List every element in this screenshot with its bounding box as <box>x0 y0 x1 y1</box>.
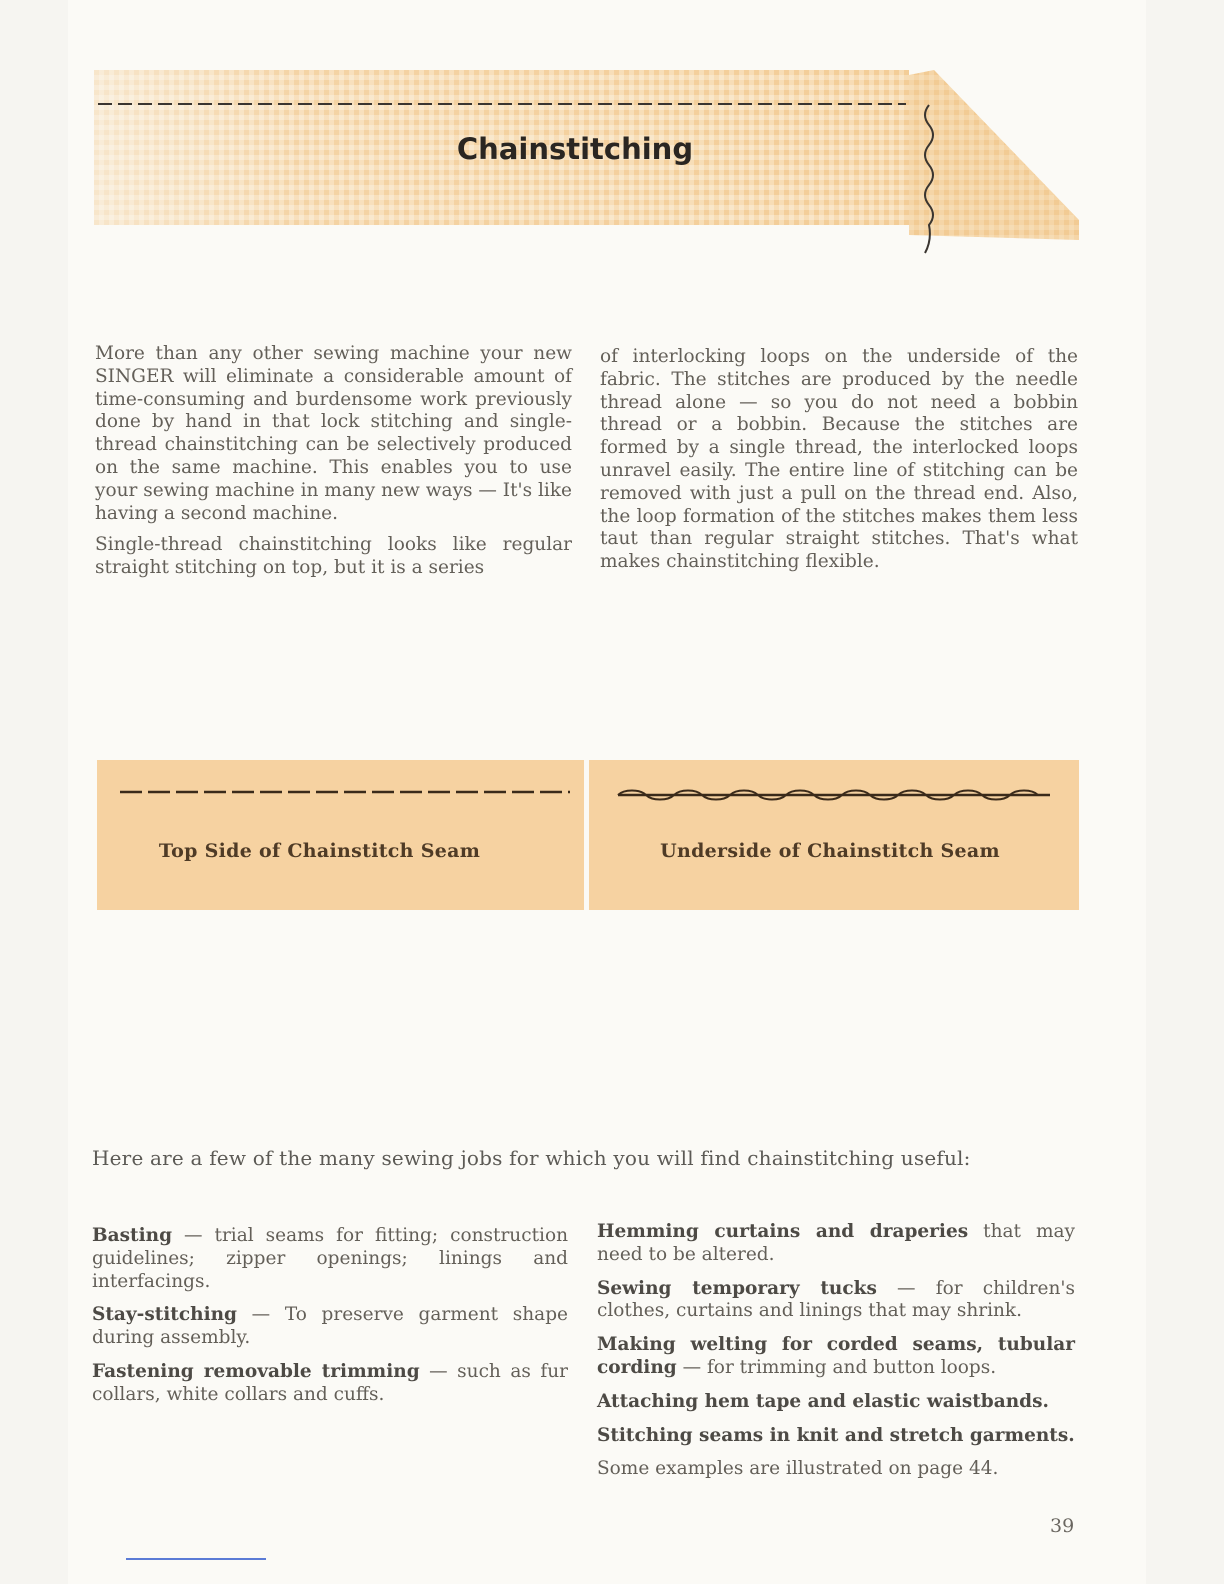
page-number: 39 <box>1050 1515 1075 1537</box>
page-title: Chainstitching <box>456 132 694 166</box>
list-item <box>597 1391 1075 1414</box>
use-desc: — trial seams for fitting; construction guidelines; zipper openings; linings and interfacings. <box>92 1225 568 1292</box>
list-item <box>597 1221 1075 1267</box>
use-term: Stitching seams in knit and stretch garments. <box>597 1424 1075 1446</box>
list-item <box>597 1334 1075 1380</box>
underside-chain-sample <box>616 787 1052 803</box>
list-item <box>92 1361 568 1407</box>
top-side-panel <box>97 760 584 910</box>
underside-panel <box>589 760 1079 910</box>
use-desc: — such as fur collars, white collars and cuffs. <box>92 1360 568 1405</box>
body-left-column <box>95 343 572 589</box>
use-desc: that may need to be altered. <box>597 1221 1076 1265</box>
panel-divider <box>584 760 589 910</box>
uses-left-column <box>92 1225 568 1418</box>
body-right-column <box>600 346 1078 583</box>
paragraph: More than any other sewing machine your new SINGER will eliminate a considerable amount of time-consuming and burdensome work previously done by hand in that lock stitching and single-thread chainstitching can be selectively produced on the same machine. This enables you to use your sewing machine in many new ways — It's like having a second machine. <box>95 343 572 524</box>
use-term: Sewing temporary tucks <box>597 1277 877 1299</box>
hyperlink-underline <box>126 1558 266 1560</box>
use-term: Basting <box>92 1225 172 1246</box>
paragraph: Single-thread chainstitching looks like regular straight stitching on top, but it is a series <box>95 534 572 579</box>
use-term: Making welting for corded seams, tubular cording <box>597 1334 1075 1378</box>
underside-label: Underside of Chainstitch Seam <box>660 840 1000 862</box>
use-term: Hemming curtains and draperies <box>597 1221 969 1242</box>
use-term: Attaching hem tape and elastic waistbands. <box>597 1390 1049 1412</box>
use-desc: — for children's clothes, curtains and linings that may shrink. <box>597 1277 1075 1322</box>
list-item <box>92 1304 568 1350</box>
list-item <box>597 1425 1075 1448</box>
use-term: Fastening removable trimming <box>92 1360 420 1382</box>
uses-right-column <box>597 1221 1075 1492</box>
use-desc: — To preserve garment shape during assembly. <box>92 1304 568 1349</box>
fabric-banner-illustration <box>94 70 1084 265</box>
use-desc: — for trimming and button loops. <box>676 1356 997 1378</box>
uses-intro: Here are a few of the many sewing jobs for which you will find chainstitching useful: <box>92 1146 971 1170</box>
top-side-label: Top Side of Chainstitch Seam <box>158 840 481 862</box>
footnote: Some examples are illustrated on page 44. <box>597 1458 999 1480</box>
list-item <box>597 1278 1075 1324</box>
top-stitch-sample <box>120 786 570 798</box>
paragraph: of interlocking loops on the underside of the fabric. The stitches are produced by the needle thread alone — so you do not need a bobbin thread or a bobbin. Because the stitches are formed by a single thread, the interlocked loops unravel easily. The entire line of stitching can be removed with just a pull on the thread end. Also, the loop formation of the stitches makes them less taut than regular straight stitches. That's what makes chainstitching flexible. <box>600 346 1078 573</box>
list-item <box>92 1225 568 1293</box>
use-term: Stay-stitching <box>92 1304 237 1326</box>
